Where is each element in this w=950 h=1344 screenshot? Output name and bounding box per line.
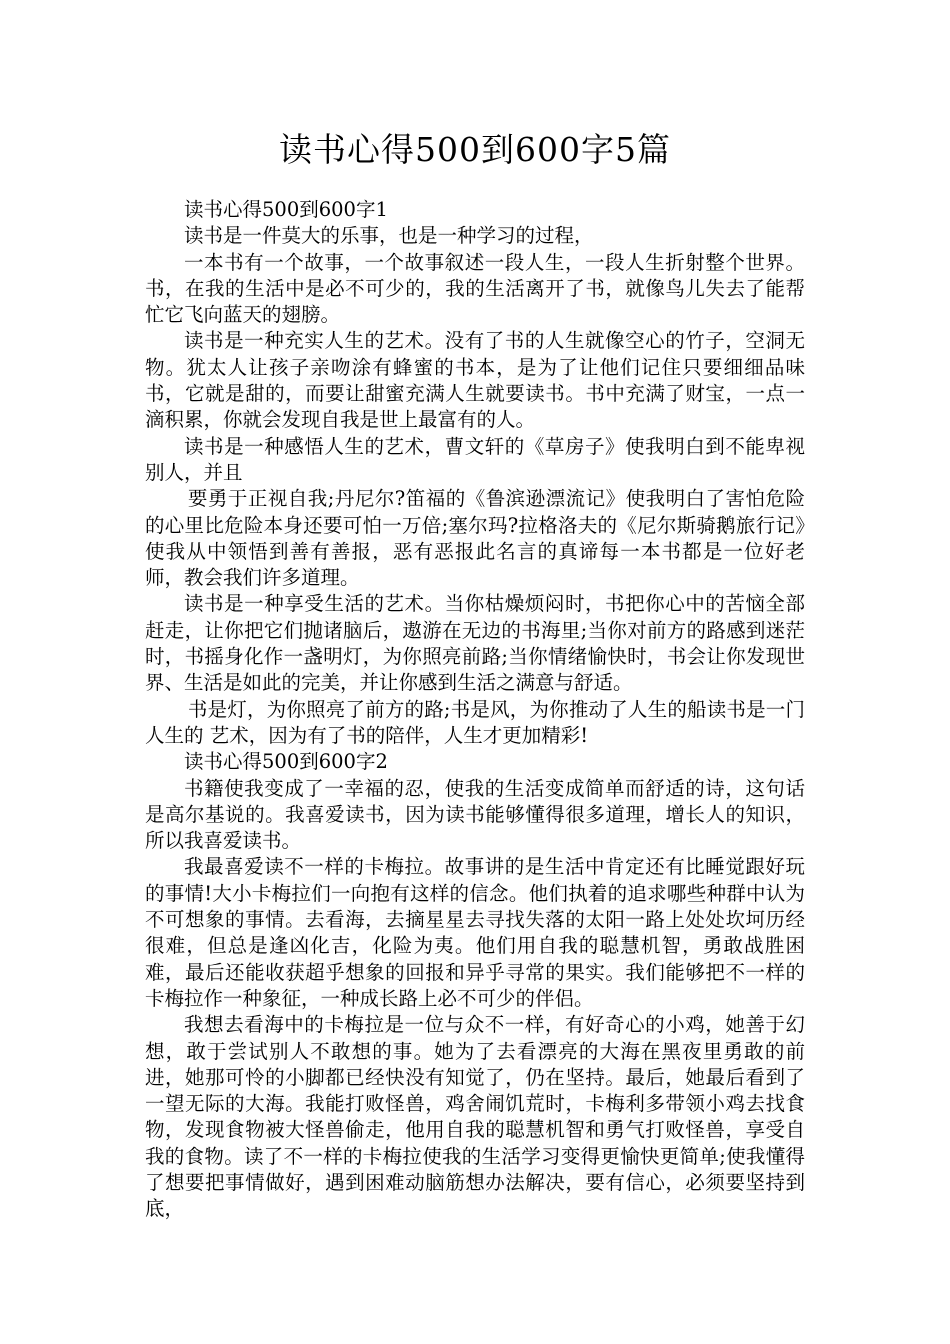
paragraph: 我最喜爱读不一样的卡梅拉。故事讲的是生活中肯定还有比睡觉跟好玩的事情!大小卡梅拉们一向抱有这样的信念。他们执着的追求哪些种群中认为不可想象的事情。去看海，去摘星星去寻找失落的太阳一路上处处坎坷历经很难，但总是逢凶化吉，化险为夷。他们用自我的聪慧机智，勇敢战胜困难，最后还能收获超乎想象的回报和异乎寻常的果实。我们能够把不一样的卡梅拉作一种象征，一种成长路上必不可少的伴侣。: [145, 855, 805, 1010]
article-body: [145, 197, 805, 1223]
paragraph: 一本书有一个故事，一个故事叙述一段人生，一段人生折射整个世界。书，在我的生活中是必不可少的，我的生活离开了书，就像鸟儿失去了能帮忙它飞向蓝天的翅膀。: [145, 250, 805, 327]
paragraph: 读书是一种享受生活的艺术。当你枯燥烦闷时，书把你心中的苦恼全部赶走，让你把它们抛诸脑后，遨游在无边的书海里;当你对前方的路感到迷茫时，书摇身化作一盏明灯，为你照亮前路;当你情绪愉快时，书会让你发现世界、生活是如此的完美，并让你感到生活之满意与舒适。: [145, 592, 805, 695]
paragraph: 书籍使我变成了一幸福的忍，使我的生活变成简单而舒适的诗，这句话是高尔基说的。我喜爱读书，因为读书能够懂得很多道理，增长人的知识，所以我喜爱读书。: [145, 776, 805, 853]
paragraph: 读书是一种感悟人生的艺术，曹文轩的《草房子》使我明白到不能卑视别人，并且: [145, 434, 805, 484]
paragraph: 要勇于正视自我;丹尼尔?笛福的《鲁滨逊漂流记》使我明白了害怕危险的心里比危险本身还要可怕一万倍;塞尔玛?拉格洛夫的《尼尔斯骑鹅旅行记》使我从中领悟到善有善报，恶有恶报此名言的真谛每一本书都是一位好老师，教会我们许多道理。: [145, 487, 805, 590]
paragraph: 读书是一件莫大的乐事，也是一种学习的过程，: [184, 224, 594, 248]
paragraph: 读书是一种充实人生的艺术。没有了书的人生就像空心的竹子，空洞无物。犹太人让孩子亲吻涂有蜂蜜的书本，是为了让他们记住只要细细品味书，它就是甜的，而要让甜蜜充满人生就要读书。书中充满了财宝，一点一滴积累，你就会发现自我是世上最富有的人。: [145, 329, 805, 432]
paragraph: 书是灯，为你照亮了前方的路;书是风，为你推动了人生的船读书是一门人生的 艺术，因为有了书的陪伴，人生才更加精彩!: [145, 697, 805, 747]
page-title: 读书心得500到600字5篇: [279, 130, 671, 169]
section-heading-1: 读书心得500到600字1: [184, 198, 388, 221]
section-heading-2: 读书心得500到600字2: [184, 750, 388, 774]
paragraph: 我想去看海中的卡梅拉是一位与众不一样，有好奇心的小鸡，她善于幻想，敢于尝试别人不敢想的事。她为了去看漂亮的大海在黑夜里勇敢的前进，她那可怜的小脚都已经快没有知觉了，仍在坚持。最后，她最后看到了一望无际的大海。我能打败怪兽，鸡舍闹饥荒时，卡梅利多带领小鸡去找食物，发现食物被大怪兽偷走，他用自我的聪慧机智和勇气打败怪兽，享受自我的食物。读了不一样的卡梅拉使我的生活学习变得更愉快更简单;使我懂得了想要把事情做好，遇到困难动脑筋想办法解决，要有信心，必须要坚持到底，: [145, 1013, 805, 1221]
